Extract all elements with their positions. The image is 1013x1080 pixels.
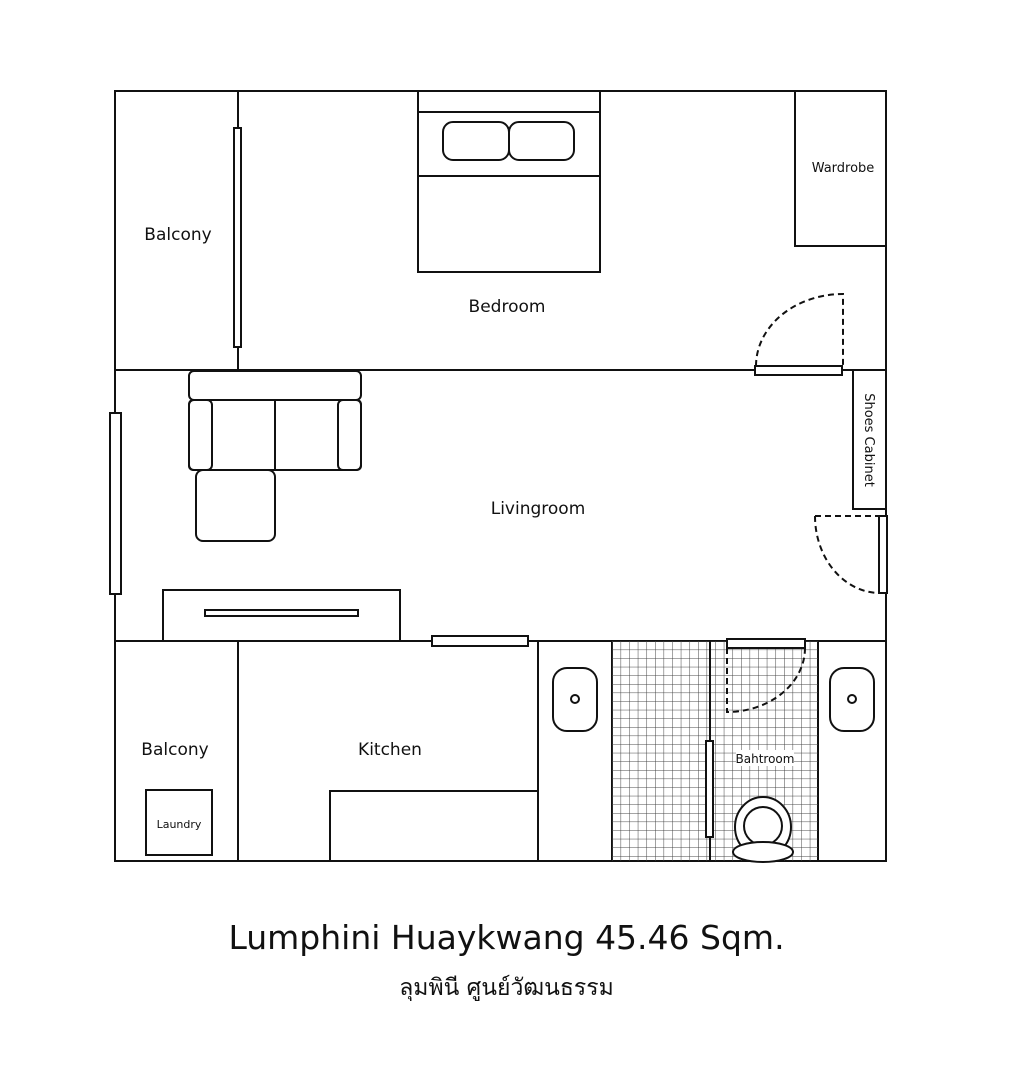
wardrobe-label: Wardrobe [811,161,875,176]
bathroom-door-panel [727,639,805,648]
kitchen-label: Kitchen [358,740,422,760]
sink-left [553,668,597,731]
plan-subtitle: ลุมพินี ศูนย์วัฒนธรรม [399,975,614,1001]
bathroom-label: Bahtroom [735,752,795,766]
sofa-back [189,371,361,400]
window-living-left [110,413,121,594]
ottoman [196,470,275,541]
sliding-door-balcony [234,128,241,347]
kitchen-counter [330,791,538,861]
balcony-top-label: Balcony [144,225,212,245]
toilet-seat [744,807,782,845]
bedroom-door-panel [755,366,842,375]
shoes-cabinet-label: Shoes Cabinet [861,393,876,487]
toilet-tank [733,842,793,862]
sink-left-drain [571,695,579,703]
kitchen-door-panel [432,636,528,646]
bedroom-door-swing [756,294,843,366]
balcony-bottom-label: Balcony [141,740,209,760]
plan-title: Lumphini Huaykwang 45.46 Sqm. [228,918,785,957]
shower-panel [706,741,713,837]
livingroom-label: Livingroom [490,499,586,519]
sofa-arm-left [189,400,212,470]
laundry-label: Laundry [156,818,202,831]
pillow-right [509,122,574,160]
sofa-arm-right [338,400,361,470]
entrance-door-swing [815,516,879,593]
entrance-door-panel [879,516,887,593]
bed [418,91,600,272]
sink-right-drain [848,695,856,703]
bedroom-label: Bedroom [468,297,546,317]
tv [205,610,358,616]
pillow-left [443,122,509,160]
sink-right [830,668,874,731]
